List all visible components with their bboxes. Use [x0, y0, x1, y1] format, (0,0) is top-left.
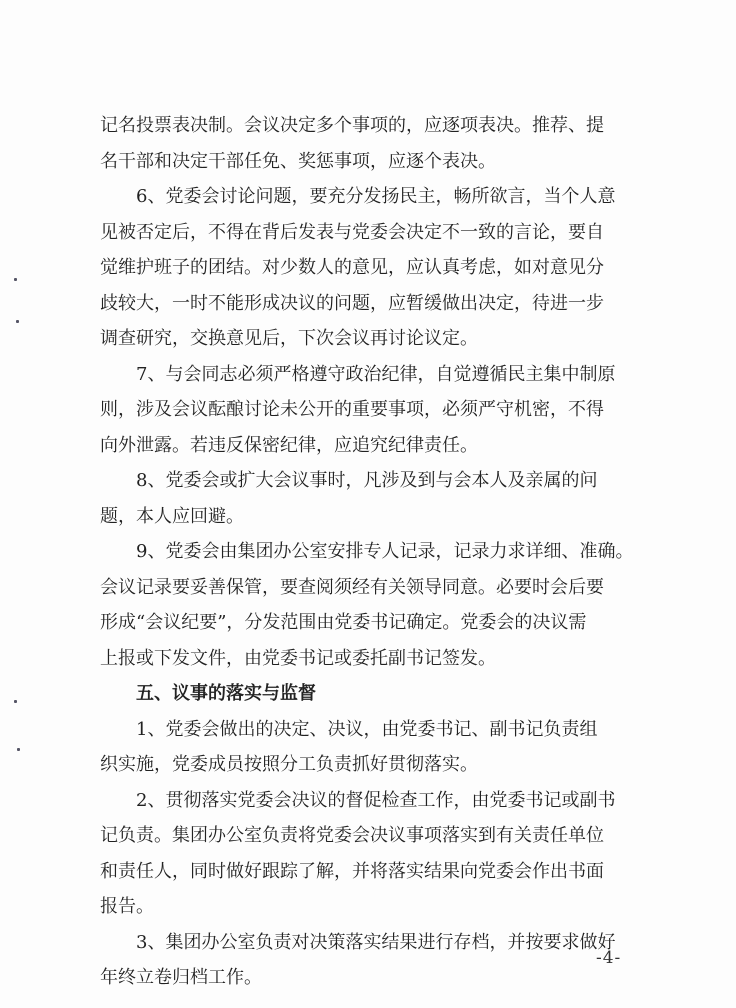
body-line: 9、党委会由集团办公室安排专人记录，记录力求详细、准确。: [136, 541, 634, 562]
body-line: 题，本人应回避。: [100, 505, 244, 527]
body-line: 7、与会同志必须严格遵守政治纪律，自觉遵循民主集中制原: [136, 363, 616, 385]
body-line: 会议记录要妥善保管，要查阅须经有关领导同意。必要时会后要: [100, 576, 604, 598]
body-line: 向外泄露。若违反保密纪律，应追究纪律责任。: [100, 434, 478, 456]
body-line: 和责任人，同时做好跟踪了解，并将落实结果向党委会作出书面: [100, 860, 604, 882]
body-line: 调查研究，交换意见后，下次会议再讨论议定。: [100, 328, 478, 349]
scan-speck: [17, 748, 20, 751]
body-line: 织实施，党委成员按照分工负责抓好贯彻落实。: [100, 754, 478, 775]
body-line: 3、集团办公室负责对决策落实结果进行存档，并按要求做好: [136, 931, 616, 953]
body-line: 记名投票表决制。会议决定多个事项的，应逐项表决。推荐、提: [100, 115, 604, 136]
section-heading: 五、议事的落实与监督: [136, 683, 316, 704]
body-line: 形成“会议纪要”，分发范围由党委书记确定。党委会的决议需: [100, 612, 587, 633]
body-line: 报告。: [100, 896, 154, 917]
body-line: 1、党委会做出的决定、决议，由党委书记、副书记负责组: [136, 718, 598, 740]
scan-speck: [14, 700, 17, 703]
scan-speck: [16, 320, 19, 323]
body-line: 则，涉及会议酝酿讨论未公开的重要事项，必须严守机密，不得: [100, 399, 604, 420]
body-line: 记负责。集团办公室负责将党委会决议事项落实到有关责任单位: [100, 825, 604, 846]
body-line: 名干部和决定干部任免、奖惩事项，应逐个表决。: [100, 150, 496, 172]
body-line: 觉维护班子的团结。对少数人的意见，应认真考虑，如对意见分: [100, 257, 604, 278]
page-number: -4-: [596, 948, 622, 968]
body-line: 8、党委会或扩大会议事时，凡涉及到与会本人及亲属的问: [136, 470, 598, 491]
body-line: 2、贯彻落实党委会决议的督促检查工作，由党委书记或副书: [136, 789, 616, 811]
scan-speck: [14, 278, 17, 281]
body-line: 上报或下发文件，由党委书记或委托副书记签发。: [100, 647, 496, 669]
body-line: 年终立卷归档工作。: [100, 967, 262, 988]
document-body: [100, 108, 660, 996]
body-line: 歧较大，一时不能形成决议的问题，应暂缓做出决定，待进一步: [100, 292, 604, 314]
body-line: 见被否定后，不得在背后发表与党委会决定不一致的言论，要自: [100, 221, 604, 243]
body-line: 6、党委会讨论问题，要充分发扬民主，畅所欲言，当个人意: [136, 186, 616, 207]
